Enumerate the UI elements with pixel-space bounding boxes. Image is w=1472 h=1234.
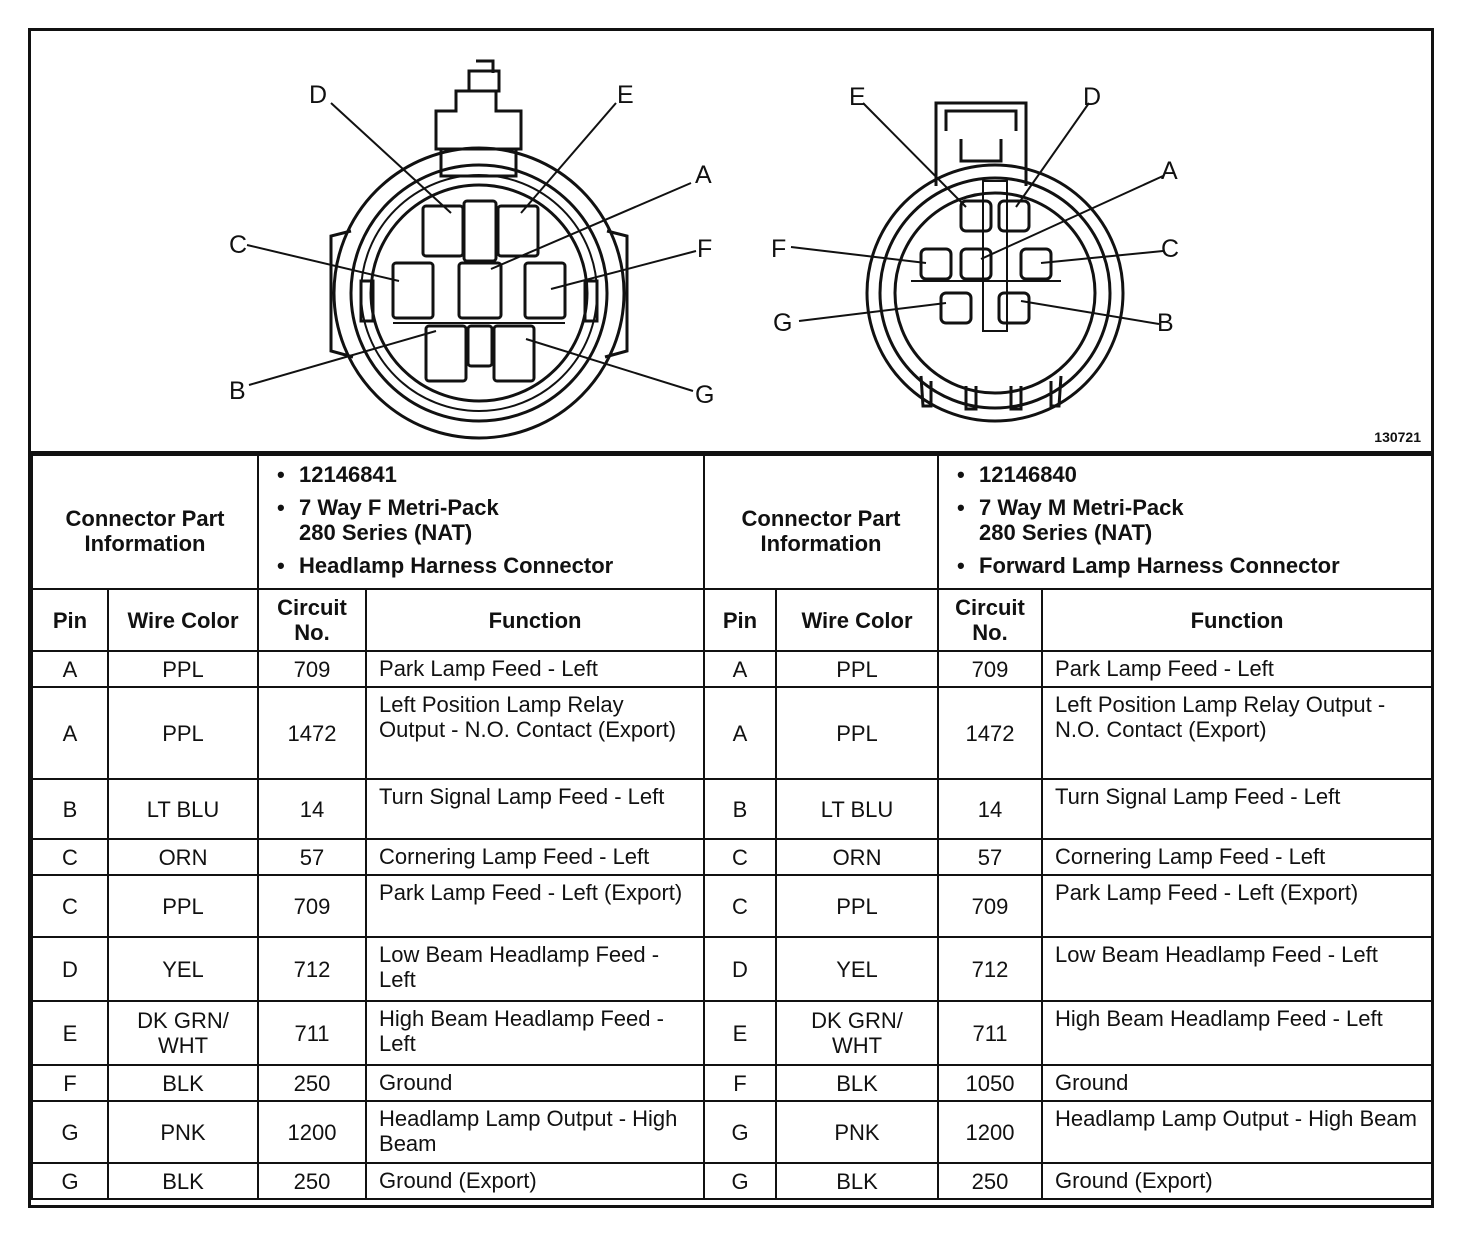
pin-label-e: E bbox=[849, 83, 866, 111]
wire-color-cell: PPL bbox=[776, 651, 938, 687]
connector-description: • Forward Lamp Harness Connector bbox=[979, 553, 1421, 578]
connector-diagram bbox=[31, 31, 1431, 451]
table-row bbox=[32, 1065, 704, 1101]
pin-label-c: C bbox=[1161, 235, 1180, 263]
pin-label-f: F bbox=[697, 235, 713, 263]
circuit-cell: 709 bbox=[258, 875, 366, 937]
circuit-cell: 711 bbox=[258, 1001, 366, 1065]
col-circuit: Circuit No. bbox=[938, 589, 1042, 651]
pin-cell: C bbox=[704, 875, 776, 937]
col-wire-color: Wire Color bbox=[776, 589, 938, 651]
circuit-cell: 14 bbox=[258, 779, 366, 839]
connector-description: • Headlamp Harness Connector bbox=[299, 553, 693, 578]
wire-color-cell: BLK bbox=[108, 1163, 258, 1199]
table-row bbox=[32, 779, 704, 839]
male-pin-labels bbox=[771, 83, 1179, 337]
pin-cell: D bbox=[32, 937, 108, 1001]
pin-cell: C bbox=[32, 875, 108, 937]
function-cell: Low Beam Headlamp Feed - Left bbox=[366, 937, 704, 1001]
function-cell: Park Lamp Feed - Left bbox=[366, 651, 704, 687]
circuit-cell: 709 bbox=[938, 651, 1042, 687]
pin-label-f: F bbox=[771, 235, 787, 263]
function-cell: Ground bbox=[366, 1065, 704, 1101]
connector-type: • 7 Way M Metri-Pack 280 Series (NAT) bbox=[979, 495, 1421, 545]
function-cell: High Beam Headlamp Feed - Left bbox=[366, 1001, 704, 1065]
figure-id: 130721 bbox=[1374, 429, 1421, 445]
pin-cell: A bbox=[32, 687, 108, 779]
function-cell: Park Lamp Feed - Left (Export) bbox=[366, 875, 704, 937]
wire-color-cell: PPL bbox=[108, 875, 258, 937]
wire-color-cell: BLK bbox=[776, 1065, 938, 1101]
pin-label-e: E bbox=[617, 81, 634, 109]
table-row bbox=[704, 875, 1432, 937]
pin-cell: B bbox=[32, 779, 108, 839]
pin-cell: G bbox=[704, 1163, 776, 1199]
function-cell: Ground (Export) bbox=[366, 1163, 704, 1199]
pin-cell: A bbox=[32, 651, 108, 687]
pin-cell: F bbox=[32, 1065, 108, 1101]
table-row bbox=[704, 937, 1432, 1001]
table-row bbox=[704, 1065, 1432, 1101]
table-row bbox=[704, 1101, 1432, 1163]
pin-label-g: G bbox=[773, 309, 793, 337]
wire-color-cell: PPL bbox=[776, 875, 938, 937]
col-wire-color: Wire Color bbox=[108, 589, 258, 651]
pinout-sheet bbox=[28, 28, 1434, 1208]
circuit-cell: 1200 bbox=[258, 1101, 366, 1163]
wire-color-cell: ORN bbox=[108, 839, 258, 875]
wire-color-cell: LT BLU bbox=[108, 779, 258, 839]
wire-color-cell: ORN bbox=[776, 839, 938, 875]
part-number: • 12146840 bbox=[979, 462, 1421, 487]
table-row bbox=[32, 1163, 704, 1199]
function-cell: Left Position Lamp Relay Output - N.O. Contact (Export) bbox=[366, 687, 704, 779]
circuit-cell: 709 bbox=[938, 875, 1042, 937]
pin-cell: G bbox=[32, 1101, 108, 1163]
function-cell: Park Lamp Feed - Left bbox=[1042, 651, 1432, 687]
female-connector-drawing bbox=[331, 61, 627, 438]
connector-info-details bbox=[938, 455, 1432, 589]
pin-cell: D bbox=[704, 937, 776, 1001]
col-function: Function bbox=[366, 589, 704, 651]
col-circuit: Circuit No. bbox=[258, 589, 366, 651]
circuit-cell: 250 bbox=[258, 1163, 366, 1199]
pin-label-a: A bbox=[1161, 157, 1178, 185]
pin-cell: A bbox=[704, 687, 776, 779]
function-cell: Park Lamp Feed - Left (Export) bbox=[1042, 875, 1432, 937]
pin-label-b: B bbox=[1157, 309, 1174, 337]
circuit-cell: 1472 bbox=[258, 687, 366, 779]
pin-cell: E bbox=[704, 1001, 776, 1065]
pin-label-g: G bbox=[695, 381, 715, 409]
function-cell: Left Position Lamp Relay Output - N.O. Contact (Export) bbox=[1042, 687, 1432, 779]
function-cell: Ground (Export) bbox=[1042, 1163, 1432, 1199]
circuit-cell: 14 bbox=[938, 779, 1042, 839]
wire-color-cell: PPL bbox=[776, 687, 938, 779]
table-row bbox=[704, 687, 1432, 779]
wire-color-cell: YEL bbox=[776, 937, 938, 1001]
connector-views bbox=[31, 31, 1431, 451]
circuit-cell: 1200 bbox=[938, 1101, 1042, 1163]
pin-label-d: D bbox=[309, 81, 328, 109]
table-row bbox=[704, 1163, 1432, 1199]
circuit-cell: 250 bbox=[938, 1163, 1042, 1199]
circuit-cell: 712 bbox=[938, 937, 1042, 1001]
pin-label-d: D bbox=[1083, 83, 1102, 111]
circuit-cell: 250 bbox=[258, 1065, 366, 1101]
wire-color-cell: PNK bbox=[776, 1101, 938, 1163]
pinout-tables bbox=[31, 451, 1431, 1194]
table-row bbox=[704, 651, 1432, 687]
table-row bbox=[704, 1001, 1432, 1065]
pin-cell: G bbox=[32, 1163, 108, 1199]
circuit-cell: 1472 bbox=[938, 687, 1042, 779]
function-cell: Ground bbox=[1042, 1065, 1432, 1101]
pin-cell: G bbox=[704, 1101, 776, 1163]
col-pin: Pin bbox=[704, 589, 776, 651]
circuit-cell: 709 bbox=[258, 651, 366, 687]
wire-color-cell: DK GRN/ WHT bbox=[776, 1001, 938, 1065]
table-row bbox=[32, 651, 704, 687]
pin-label-b: B bbox=[229, 377, 246, 405]
table-row bbox=[704, 839, 1432, 875]
function-cell: Headlamp Lamp Output - High Beam bbox=[1042, 1101, 1432, 1163]
pin-label-c: C bbox=[229, 231, 248, 259]
circuit-cell: 57 bbox=[938, 839, 1042, 875]
connector-type: • 7 Way F Metri-Pack 280 Series (NAT) bbox=[299, 495, 693, 545]
wire-color-cell: YEL bbox=[108, 937, 258, 1001]
wire-color-cell: BLK bbox=[108, 1065, 258, 1101]
circuit-cell: 1050 bbox=[938, 1065, 1042, 1101]
pin-cell: F bbox=[704, 1065, 776, 1101]
col-pin: Pin bbox=[32, 589, 108, 651]
connector-info-details bbox=[258, 455, 704, 589]
connector-info-label: Connector Part Information bbox=[32, 455, 258, 589]
left-pinout-table bbox=[31, 454, 705, 1200]
function-cell: Headlamp Lamp Output - High Beam bbox=[366, 1101, 704, 1163]
table-row bbox=[32, 1001, 704, 1065]
right-pinout-table bbox=[703, 454, 1433, 1200]
female-pin-labels bbox=[229, 81, 714, 409]
function-cell: Turn Signal Lamp Feed - Left bbox=[366, 779, 704, 839]
pin-cell: C bbox=[704, 839, 776, 875]
function-cell: Cornering Lamp Feed - Left bbox=[1042, 839, 1432, 875]
function-cell: Cornering Lamp Feed - Left bbox=[366, 839, 704, 875]
wire-color-cell: PPL bbox=[108, 651, 258, 687]
wire-color-cell: DK GRN/ WHT bbox=[108, 1001, 258, 1065]
male-connector-drawing bbox=[867, 103, 1123, 421]
pin-cell: B bbox=[704, 779, 776, 839]
function-cell: High Beam Headlamp Feed - Left bbox=[1042, 1001, 1432, 1065]
function-cell: Turn Signal Lamp Feed - Left bbox=[1042, 779, 1432, 839]
function-cell: Low Beam Headlamp Feed - Left bbox=[1042, 937, 1432, 1001]
wire-color-cell: LT BLU bbox=[776, 779, 938, 839]
pin-cell: E bbox=[32, 1001, 108, 1065]
table-row bbox=[32, 1101, 704, 1163]
pin-cell: A bbox=[704, 651, 776, 687]
pin-label-a: A bbox=[695, 161, 712, 189]
table-row bbox=[704, 779, 1432, 839]
table-row bbox=[32, 839, 704, 875]
wire-color-cell: PNK bbox=[108, 1101, 258, 1163]
col-function: Function bbox=[1042, 589, 1432, 651]
table-row bbox=[32, 875, 704, 937]
table-row bbox=[32, 687, 704, 779]
pin-cell: C bbox=[32, 839, 108, 875]
circuit-cell: 712 bbox=[258, 937, 366, 1001]
circuit-cell: 711 bbox=[938, 1001, 1042, 1065]
circuit-cell: 57 bbox=[258, 839, 366, 875]
connector-info-label: Connector Part Information bbox=[704, 455, 938, 589]
part-number: • 12146841 bbox=[299, 462, 693, 487]
table-row bbox=[32, 937, 704, 1001]
wire-color-cell: BLK bbox=[776, 1163, 938, 1199]
wire-color-cell: PPL bbox=[108, 687, 258, 779]
